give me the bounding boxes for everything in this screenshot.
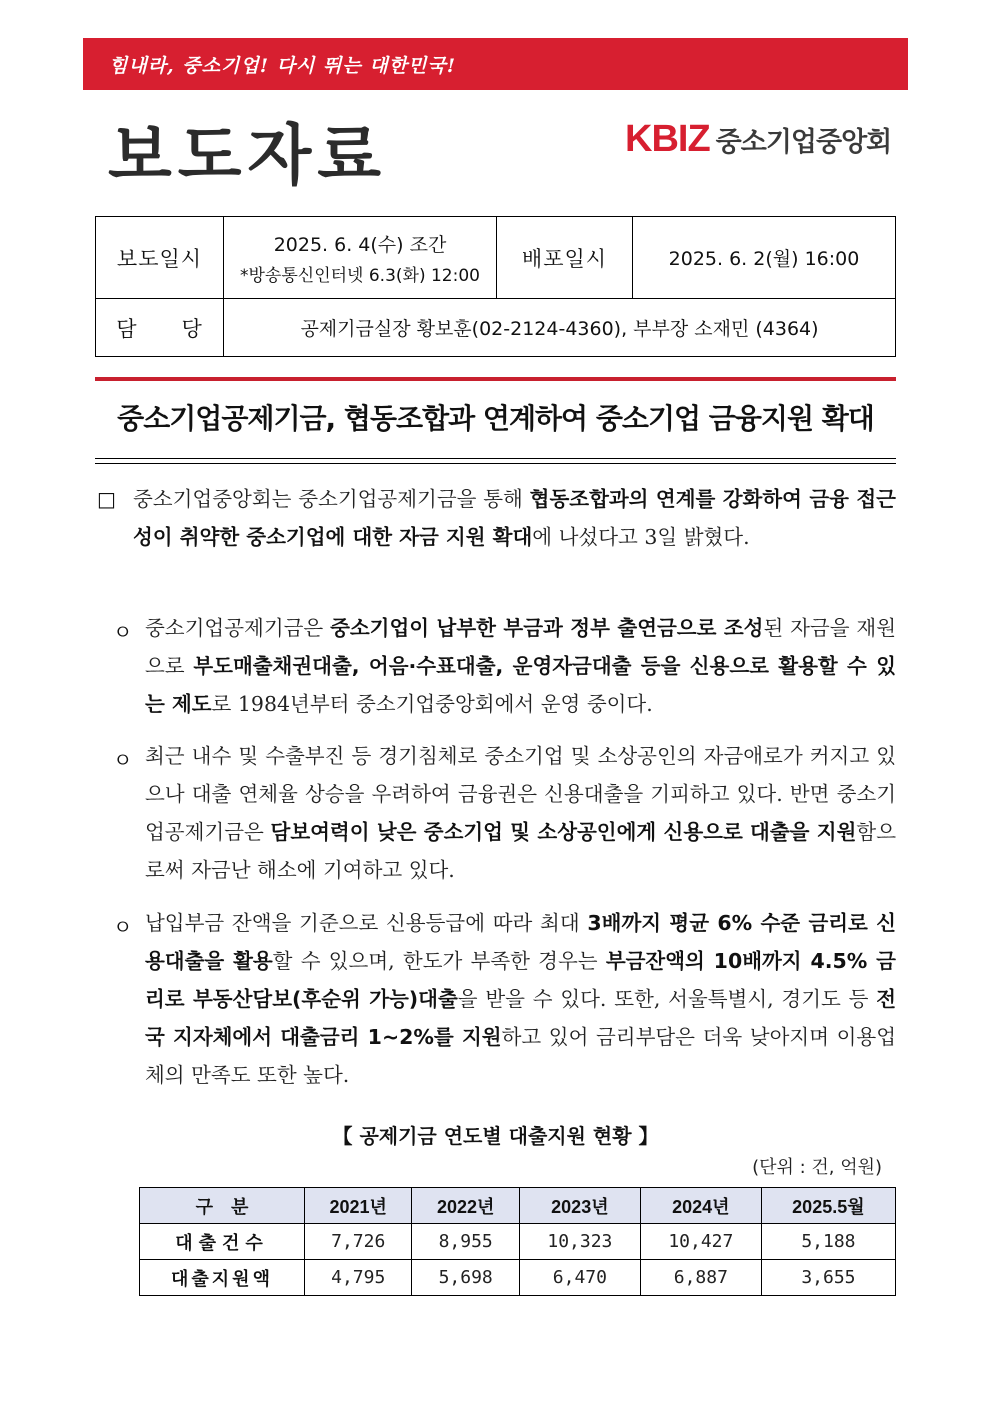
distribution-date-label: 배포일시	[497, 217, 633, 299]
column-header: 구 분	[140, 1188, 305, 1224]
slogan-text: 힘내라, 중소기업! 다시 뛰는 대한민국!	[109, 55, 457, 77]
text-run: 중소기업공제기금은	[145, 616, 331, 640]
table-row	[140, 1260, 896, 1296]
logo-org-text: 중소기업중앙회	[715, 126, 892, 158]
table-cell: 4,795	[305, 1260, 412, 1296]
release-date-broadcast: *방송통신인터넷 6.3(화) 12:00	[240, 265, 480, 286]
paragraph-market-context	[145, 737, 896, 889]
release-date-label: 보도일시	[96, 217, 224, 299]
paragraph-intro	[133, 480, 896, 556]
slogan-banner	[83, 38, 908, 90]
text-run: 을 받을 수 있다. 또한, 서울특별시, 경기도 등	[457, 987, 877, 1011]
table-cell: 8,955	[412, 1224, 519, 1260]
column-header: 2024년	[640, 1188, 761, 1224]
headline: 중소기업공제기금, 협동조합과 연계하여 중소기업 금융지원 확대	[117, 402, 874, 435]
table-cell: 10,427	[640, 1224, 761, 1260]
text-run: 할 수 있으며, 한도가 부족한 경우는	[272, 949, 606, 973]
page-title: 보도자료	[108, 117, 388, 194]
red-divider	[95, 377, 896, 381]
release-date-value: 2025. 6. 4(수) 조간	[273, 233, 447, 256]
release-date-cell	[224, 217, 497, 299]
column-header: 2022년	[412, 1188, 519, 1224]
table-title: 【 공제기금 연도별 대출지원 현황 】	[332, 1124, 659, 1148]
table-unit: (단위 : 건, 억원)	[752, 1157, 882, 1178]
text-run-bold: 협동조합과의 연계를 강화하여 금융 접근성이 취약한 중소기업에 대한 자금 지원 확대	[133, 487, 896, 549]
circle-bullet-icon: ㅇ	[113, 748, 133, 772]
table-cell: 6,887	[640, 1260, 761, 1296]
circle-bullet-icon: ㅇ	[113, 915, 133, 939]
paragraph-fund-overview	[145, 609, 896, 723]
column-header: 2025.5월	[761, 1188, 895, 1224]
column-header: 2021년	[305, 1188, 412, 1224]
contact-label: 담 당	[96, 299, 224, 357]
table-cell: 6,470	[519, 1260, 640, 1296]
text-run: 된 자금을 재원으로	[145, 616, 896, 678]
table-cell: 5,188	[761, 1224, 895, 1260]
contact-value: 공제기금실장 황보훈(02-2124-4360), 부부장 소재민 (4364)	[224, 299, 896, 357]
table-cell: 3,655	[761, 1260, 895, 1296]
text-run-bold: 전국 지자체에서 대출금리 1~2%를 지원	[145, 987, 896, 1049]
loan-support-table	[139, 1187, 896, 1296]
row-header: 대출건수	[140, 1224, 305, 1260]
distribution-date-value: 2025. 6. 2(월) 16:00	[633, 217, 896, 299]
text-run-bold: 부도매출채권대출, 어음·수표대출, 운영자금대출 등을 신용으로 활용할 수 있는 제도	[145, 654, 897, 716]
release-info-table	[95, 216, 896, 357]
text-run: 중소기업중앙회는 중소기업공제기금을 통해	[133, 487, 530, 511]
table-row	[140, 1224, 896, 1260]
paragraph-loan-terms	[145, 904, 896, 1094]
table-cell: 10,323	[519, 1224, 640, 1260]
table-header-row	[140, 1188, 896, 1224]
text-run: 함으로써 자금난 해소에 기여하고 있다.	[145, 820, 896, 882]
row-header: 대출지원액	[140, 1260, 305, 1296]
table-cell: 7,726	[305, 1224, 412, 1260]
kbiz-logo	[625, 117, 891, 161]
text-run-bold: 3배까지 평균 6% 수준 금리로 신용대출을 활용	[145, 911, 896, 973]
text-run: 하고 있어 금리부담은 더욱 낮아지며 이용업체의 만족도 또한 높다.	[145, 1025, 896, 1087]
text-run: 납입부금 잔액을 기준으로 신용등급에 따라 최대	[145, 911, 588, 935]
text-run: 에 나섰다고 3일 밝혔다.	[532, 525, 750, 549]
column-header: 2023년	[519, 1188, 640, 1224]
text-run-bold: 담보여력이 낮은 중소기업 및 소상공인에게 신용으로 대출을 지원	[270, 820, 857, 844]
circle-bullet-icon: ㅇ	[113, 620, 133, 644]
double-rule-bottom	[95, 463, 896, 464]
square-bullet-icon: □	[97, 487, 116, 511]
text-run: 로 1984년부터 중소기업중앙회에서 운영 중이다.	[211, 692, 653, 716]
text-run-bold: 중소기업이 납부한 부금과 정부 출연금으로 조성	[330, 616, 764, 640]
text-run-bold: 부금잔액의 10배까지 4.5% 금리로 부동산담보(후순위 가능)대출	[145, 949, 896, 1011]
double-rule-top	[95, 458, 896, 459]
logo-kbiz-text: KBIZ	[625, 117, 710, 160]
table-cell: 5,698	[412, 1260, 519, 1296]
text-run: 최근 내수 및 수출부진 등 경기침체로 중소기업 및 소상공인의 자금애로가 커지고 있으나 대출 연체율 상승을 우려하여 금융권은 신용대출을 기피하고 있다. 반면 중소기업공제기금은	[145, 744, 896, 844]
